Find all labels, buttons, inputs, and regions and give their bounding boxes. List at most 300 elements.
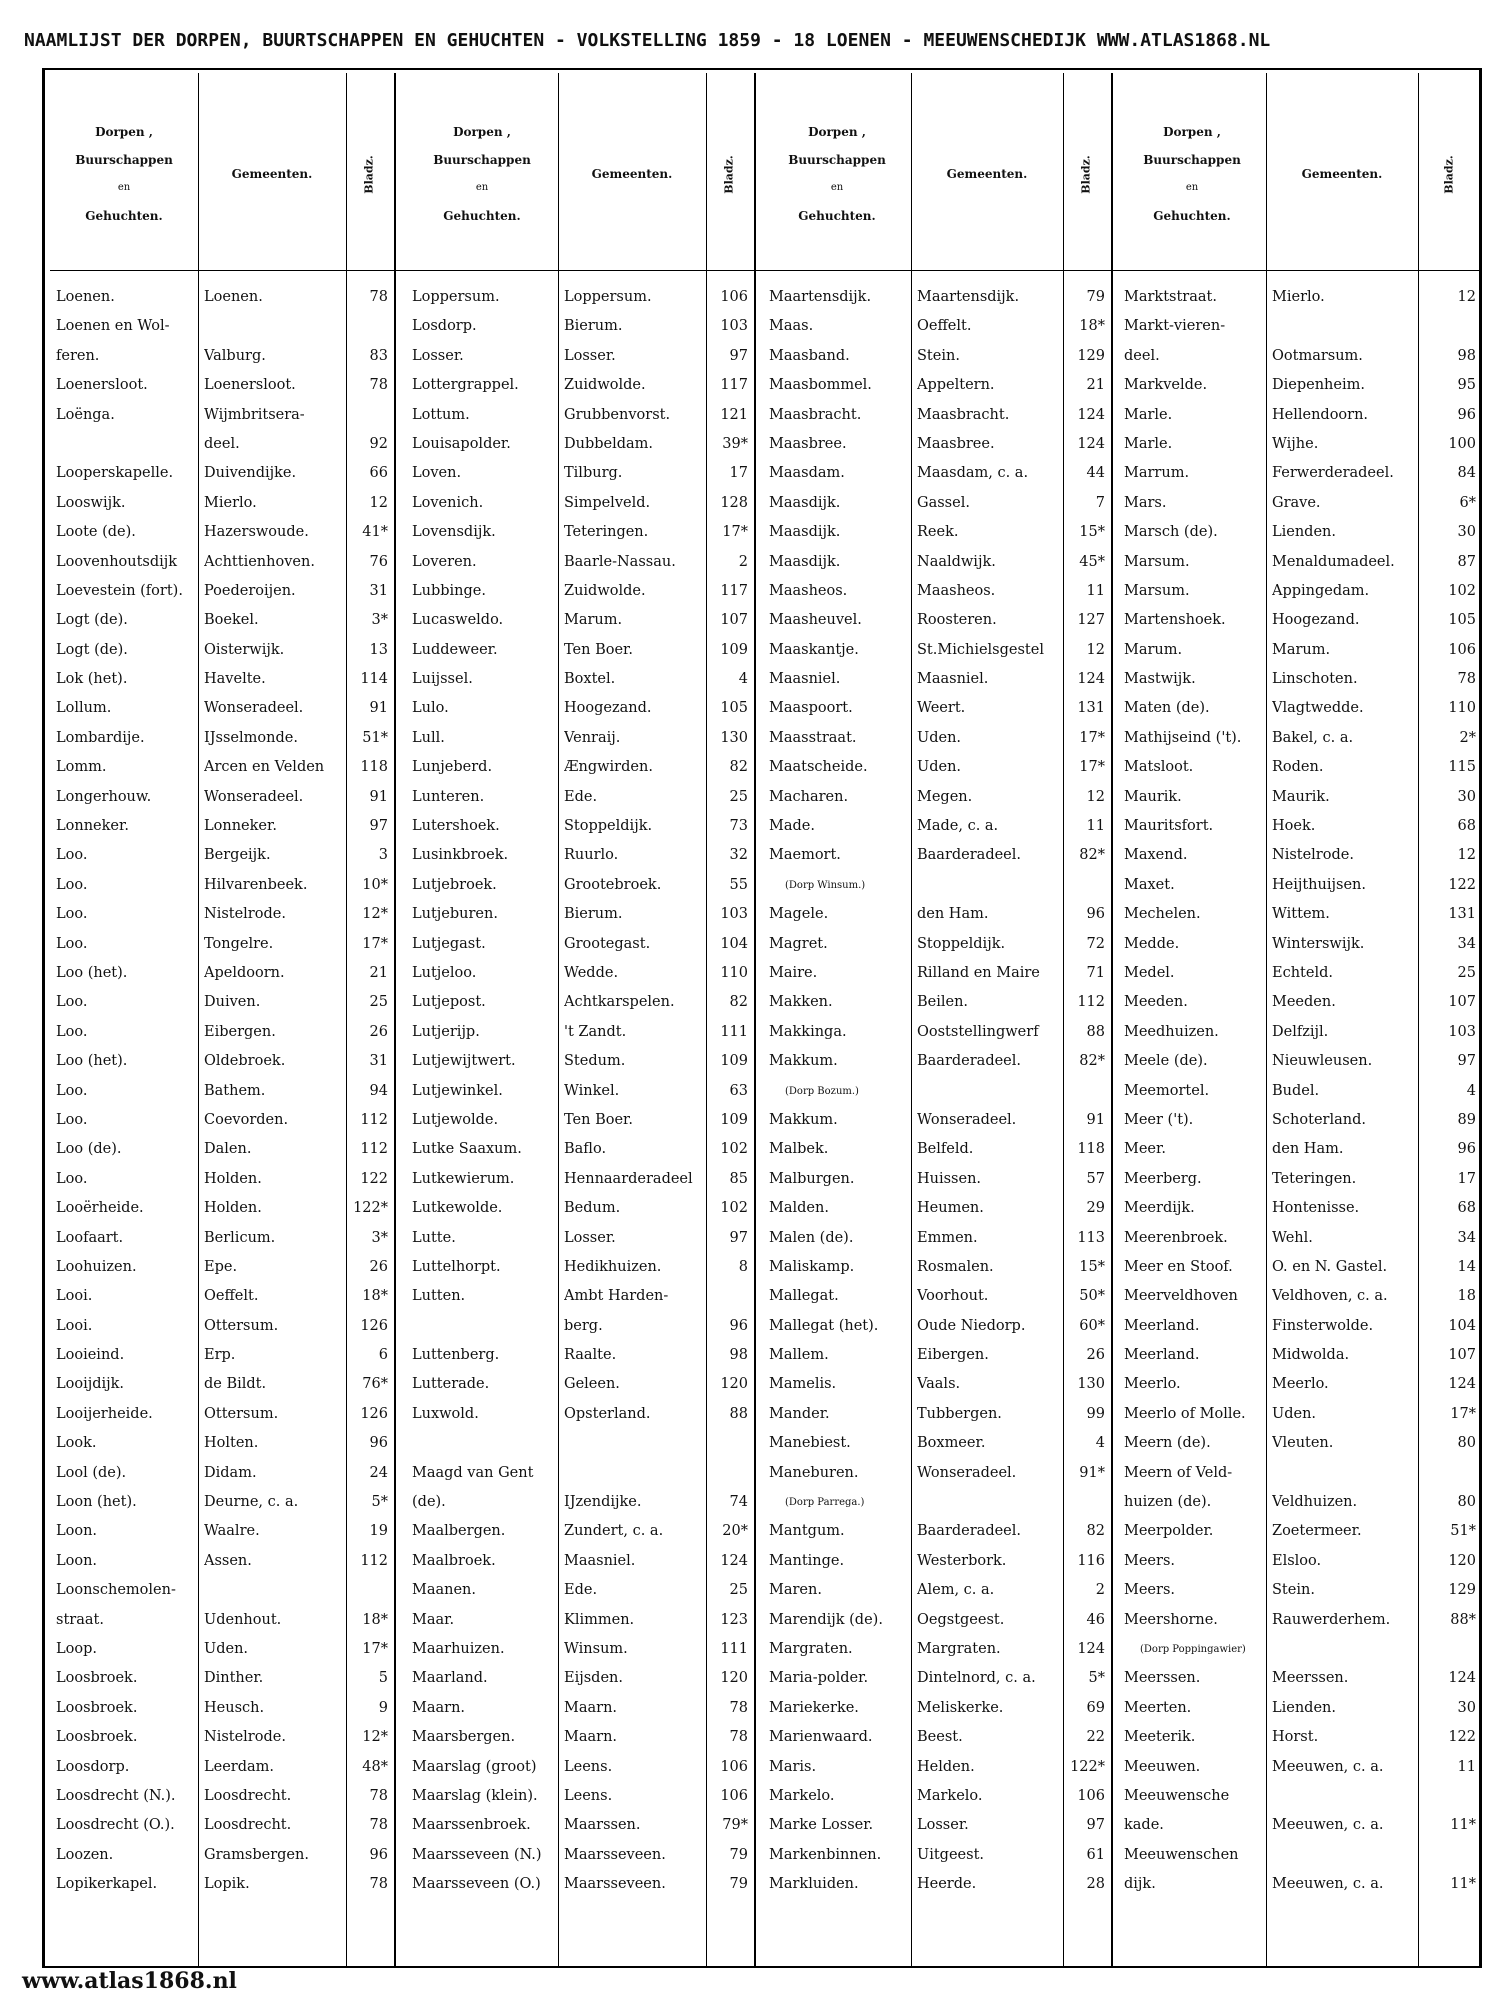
municipality: Maarsseveen. bbox=[564, 1876, 666, 1893]
page-number: 15* bbox=[1079, 1258, 1105, 1275]
municipality: Loenersloot. bbox=[204, 377, 296, 394]
place-name: Lollum. bbox=[56, 700, 112, 717]
page-number: 100 bbox=[1448, 435, 1476, 452]
page-number: 95 bbox=[1457, 377, 1476, 394]
municipality: Waalre. bbox=[204, 1523, 260, 1540]
table-row bbox=[50, 606, 392, 635]
place-name: Lovensdijk. bbox=[412, 524, 496, 541]
municipality: Loosdrecht. bbox=[204, 1817, 292, 1834]
municipality: Ten Boer. bbox=[564, 641, 633, 658]
table-row bbox=[406, 371, 752, 400]
place-name: Macharen. bbox=[769, 788, 849, 805]
table-row bbox=[1118, 459, 1480, 488]
place-name: Loon. bbox=[56, 1552, 98, 1569]
page-number: 71 bbox=[1086, 964, 1105, 981]
page-number: 4 bbox=[1466, 1082, 1476, 1099]
table-row bbox=[763, 1782, 1109, 1811]
municipality: Ten Boer. bbox=[564, 1111, 633, 1128]
municipality: Winterswijk. bbox=[1272, 935, 1365, 952]
municipality: Maurik. bbox=[1272, 788, 1330, 805]
table-row bbox=[1118, 430, 1480, 459]
table-row bbox=[763, 1664, 1109, 1693]
place-name: huizen (de). bbox=[1124, 1494, 1212, 1511]
place-name: Loenen. bbox=[56, 289, 115, 305]
page-number: 122* bbox=[1070, 1758, 1105, 1775]
page-number: 126 bbox=[360, 1317, 388, 1334]
page-number: 51* bbox=[362, 729, 388, 746]
table-row bbox=[763, 1312, 1109, 1341]
municipality: 't Zandt. bbox=[564, 1023, 627, 1040]
table-row bbox=[763, 1870, 1109, 1899]
footer-url: www.atlas1868.nl bbox=[22, 1968, 237, 1994]
page-number: 12 bbox=[1086, 788, 1105, 805]
table-row bbox=[763, 1253, 1109, 1282]
municipality: Meeuwen, c. a. bbox=[1272, 1876, 1384, 1893]
place-name: Medel. bbox=[1124, 964, 1175, 981]
table-row bbox=[50, 783, 392, 812]
municipality: Erp. bbox=[204, 1347, 236, 1364]
municipality: Oude Niedorp. bbox=[917, 1317, 1026, 1334]
page-number: 57 bbox=[1086, 1170, 1105, 1187]
page-number: 18 bbox=[1457, 1288, 1476, 1305]
place-name: Makkinga. bbox=[769, 1023, 847, 1040]
place-name: Markenbinnen. bbox=[769, 1846, 882, 1863]
page-number: 79 bbox=[729, 1846, 748, 1863]
table-row bbox=[1118, 1224, 1480, 1253]
page-number: 98 bbox=[729, 1347, 748, 1364]
place-name: Mamelis. bbox=[769, 1376, 837, 1393]
place-name: Maarsseveen (O.) bbox=[412, 1876, 541, 1893]
page-number: 120 bbox=[720, 1376, 748, 1393]
table-row bbox=[406, 1312, 752, 1341]
table-row bbox=[763, 1547, 1109, 1576]
table-row bbox=[763, 1459, 1109, 1488]
municipality: Loosdrecht. bbox=[204, 1787, 292, 1804]
place-name: (Dorp Parrega.) bbox=[785, 1497, 865, 1509]
place-name: Meershorne. bbox=[1124, 1611, 1218, 1628]
table-row bbox=[1118, 1370, 1480, 1399]
place-name: Loo (de). bbox=[56, 1141, 122, 1158]
municipality: Ottersum. bbox=[204, 1317, 279, 1334]
municipality: Maarn. bbox=[564, 1729, 618, 1746]
municipality: Roosteren. bbox=[917, 612, 997, 629]
place-name: Loonschemolen- bbox=[56, 1582, 176, 1599]
municipality: Hoogezand. bbox=[1272, 612, 1360, 629]
place-name: Luttenberg. bbox=[412, 1347, 500, 1364]
table-row bbox=[50, 1135, 392, 1164]
table-row bbox=[406, 988, 752, 1017]
header-place-lines bbox=[433, 118, 531, 230]
place-name: Looieind. bbox=[56, 1347, 125, 1364]
page-number: 45* bbox=[1079, 553, 1105, 570]
place-name: Malen (de). bbox=[769, 1229, 854, 1246]
page-number: 79 bbox=[1086, 289, 1105, 305]
municipality: Naaldwijk. bbox=[917, 553, 996, 570]
place-name: Luttelhorpt. bbox=[412, 1258, 501, 1275]
table-row bbox=[50, 930, 392, 959]
municipality: Eijsden. bbox=[564, 1670, 623, 1687]
place-name: Markvelde. bbox=[1124, 377, 1208, 394]
page-number: 109 bbox=[720, 1053, 748, 1070]
page-number: 96 bbox=[369, 1435, 388, 1452]
municipality: Nistelrode. bbox=[204, 1729, 286, 1746]
header-municipality: Gemeenten. bbox=[946, 167, 1028, 181]
municipality: Leerdam. bbox=[204, 1758, 275, 1775]
municipality: Deurne, c. a. bbox=[204, 1494, 299, 1511]
municipality: Epe. bbox=[204, 1258, 238, 1275]
place-name: Lutte. bbox=[412, 1229, 456, 1246]
place-name: Maxet. bbox=[1124, 876, 1175, 893]
page-number: 80 bbox=[1457, 1494, 1476, 1511]
place-name: Loenen en Wol- bbox=[56, 318, 170, 335]
municipality: Venraij. bbox=[564, 729, 621, 746]
place-name: Magret. bbox=[769, 935, 828, 952]
municipality: Meerssen. bbox=[1272, 1670, 1349, 1687]
municipality: Baarderadeel. bbox=[917, 847, 1022, 864]
column-block bbox=[763, 283, 1109, 1899]
place-name: Loosdorp. bbox=[56, 1758, 130, 1775]
table-row bbox=[1118, 1165, 1480, 1194]
table-row bbox=[1118, 1135, 1480, 1164]
page-number: 80 bbox=[1457, 1435, 1476, 1452]
place-name: Maaskantje. bbox=[769, 641, 859, 658]
place-name: Mastwijk. bbox=[1124, 671, 1196, 688]
page-number: 17* bbox=[362, 935, 388, 952]
municipality: Rauwerderhem. bbox=[1272, 1611, 1391, 1628]
page-number: 17* bbox=[1450, 1405, 1476, 1422]
page-number: 26 bbox=[369, 1023, 388, 1040]
municipality: Hellendoorn. bbox=[1272, 406, 1369, 423]
place-name: Lutjewijtwert. bbox=[412, 1053, 516, 1070]
page-number: 122 bbox=[1448, 1729, 1476, 1746]
table-row bbox=[763, 1429, 1109, 1458]
municipality: Elsloo. bbox=[1272, 1552, 1322, 1569]
municipality: Loenen. bbox=[204, 289, 263, 305]
page-number: 110 bbox=[720, 964, 748, 981]
place-name: Look. bbox=[56, 1435, 97, 1452]
page-number: 97 bbox=[1086, 1817, 1105, 1834]
place-name: Malden. bbox=[769, 1200, 829, 1217]
municipality: Margraten. bbox=[917, 1640, 1001, 1657]
municipality: O. en N. Gastel. bbox=[1272, 1258, 1388, 1275]
place-name: Meeterik. bbox=[1124, 1729, 1196, 1746]
place-name: Meerberg. bbox=[1124, 1170, 1202, 1187]
municipality: Zuidwolde. bbox=[564, 582, 646, 599]
municipality: Achttienhoven. bbox=[204, 553, 315, 570]
municipality: Didam. bbox=[204, 1464, 257, 1481]
page-number: 34 bbox=[1457, 1229, 1476, 1246]
municipality: Stein. bbox=[1272, 1582, 1315, 1599]
page-number: 94 bbox=[369, 1082, 388, 1099]
table-row bbox=[406, 812, 752, 841]
table-row bbox=[406, 1841, 752, 1870]
municipality: Meerlo. bbox=[1272, 1376, 1329, 1393]
table-row bbox=[1118, 1488, 1480, 1517]
table-row bbox=[763, 371, 1109, 400]
header-place-line: Gehuchten. bbox=[443, 209, 521, 223]
municipality: Grootebroek. bbox=[564, 876, 662, 893]
page-number: 117 bbox=[720, 377, 748, 394]
table-row bbox=[406, 1282, 752, 1311]
place-name: Marsch (de). bbox=[1124, 524, 1218, 541]
place-name: Mantinge. bbox=[769, 1552, 845, 1569]
table-row bbox=[50, 312, 392, 341]
table-row bbox=[406, 694, 752, 723]
table-row bbox=[50, 1312, 392, 1341]
table-row bbox=[1118, 753, 1480, 782]
table-row bbox=[1118, 606, 1480, 635]
place-name: Meerlo. bbox=[1124, 1376, 1181, 1393]
municipality: Bergeijk. bbox=[204, 847, 271, 864]
page-number: 17* bbox=[1079, 729, 1105, 746]
municipality: Meeuwen, c. a. bbox=[1272, 1817, 1384, 1834]
municipality: Ootmarsum. bbox=[1272, 347, 1363, 364]
place-name: Lutjegast. bbox=[412, 935, 486, 952]
table-row bbox=[406, 518, 752, 547]
municipality: Grave. bbox=[1272, 494, 1321, 511]
municipality: Beilen. bbox=[917, 994, 969, 1011]
municipality: Nieuwleusen. bbox=[1272, 1053, 1373, 1070]
table-row bbox=[763, 1841, 1109, 1870]
place-name: Lomm. bbox=[56, 759, 107, 776]
place-name: Maasdijk. bbox=[769, 524, 841, 541]
table-row bbox=[406, 1370, 752, 1399]
place-name: Medde. bbox=[1124, 935, 1180, 952]
page-number: 30 bbox=[1457, 788, 1476, 805]
table-row bbox=[50, 1606, 392, 1635]
table-row bbox=[406, 1165, 752, 1194]
table-row bbox=[50, 1341, 392, 1370]
page-number: 55 bbox=[729, 876, 748, 893]
municipality: Dubbeldam. bbox=[564, 435, 654, 452]
page-number: 96 bbox=[1086, 906, 1105, 923]
page-number: 124 bbox=[1077, 406, 1105, 423]
place-name: Markelo. bbox=[769, 1787, 835, 1804]
place-name: Maurik. bbox=[1124, 788, 1182, 805]
place-name: Makkum. bbox=[769, 1053, 838, 1070]
municipality: Oegstgeest. bbox=[917, 1611, 1005, 1628]
table-row bbox=[406, 1517, 752, 1546]
table-row bbox=[406, 1723, 752, 1752]
municipality: Hilvarenbeek. bbox=[204, 876, 308, 893]
page-number: 98 bbox=[1457, 347, 1476, 364]
table-row bbox=[406, 1194, 752, 1223]
place-name: Meerpolder. bbox=[1124, 1523, 1214, 1540]
page-number: 105 bbox=[720, 700, 748, 717]
page-number: 4 bbox=[1095, 1435, 1105, 1452]
table-row bbox=[406, 900, 752, 929]
table-row bbox=[1118, 401, 1480, 430]
table-row bbox=[50, 342, 392, 371]
page-number: 17* bbox=[1079, 759, 1105, 776]
page-number: 89 bbox=[1457, 1111, 1476, 1128]
page-title: NAAMLIJST DER DORPEN, BUURTSCHAPPEN EN GEHUCHTEN - VOLKSTELLING 1859 - 18 LOENEN - MEEUWENSCHEDIJK WWW.ATLAS1868.NL bbox=[24, 30, 1271, 51]
municipality: Hoek. bbox=[1272, 818, 1316, 835]
place-name: Maarland. bbox=[412, 1670, 488, 1687]
page-number: 5 bbox=[378, 1670, 388, 1687]
table-row bbox=[50, 577, 392, 606]
table-row bbox=[1118, 1106, 1480, 1135]
municipality: Hontenisse. bbox=[1272, 1200, 1360, 1217]
table-row bbox=[763, 1811, 1109, 1840]
table-row bbox=[50, 1723, 392, 1752]
place-name: Meerland. bbox=[1124, 1317, 1200, 1334]
page-number: 39* bbox=[722, 435, 748, 452]
place-name: Makken. bbox=[769, 994, 833, 1011]
municipality: Belfeld. bbox=[917, 1141, 974, 1158]
page-number: 2 bbox=[738, 553, 748, 570]
municipality: Uden. bbox=[917, 759, 962, 776]
page-number: 122 bbox=[1448, 876, 1476, 893]
table-row bbox=[1118, 1282, 1480, 1311]
table-row bbox=[50, 548, 392, 577]
table-row bbox=[1118, 988, 1480, 1017]
table-row bbox=[50, 489, 392, 518]
municipality: Duivendijke. bbox=[204, 465, 297, 482]
page-number: 96 bbox=[369, 1846, 388, 1863]
municipality: Zuidwolde. bbox=[564, 377, 646, 394]
header-place-line: Gehuchten. bbox=[85, 209, 163, 223]
municipality: Schoterland. bbox=[1272, 1111, 1366, 1128]
table-row bbox=[1118, 900, 1480, 929]
place-name: Meerveldhoven bbox=[1124, 1288, 1238, 1305]
page-number: 91 bbox=[1086, 1111, 1105, 1128]
table-row bbox=[763, 1576, 1109, 1605]
page-number: 11 bbox=[1457, 1758, 1476, 1775]
page-number: 78 bbox=[369, 1787, 388, 1804]
table-row bbox=[50, 1576, 392, 1605]
page-number: 29 bbox=[1086, 1200, 1105, 1217]
header-place-lines bbox=[75, 118, 173, 230]
municipality: Rilland en Maire bbox=[917, 964, 1040, 981]
column-block bbox=[406, 283, 752, 1899]
table-row bbox=[763, 1135, 1109, 1164]
municipality: Teteringen. bbox=[564, 524, 649, 541]
table-row bbox=[763, 606, 1109, 635]
table-row bbox=[406, 783, 752, 812]
table-row bbox=[406, 489, 752, 518]
place-name: Made. bbox=[769, 818, 815, 835]
table-row bbox=[763, 548, 1109, 577]
municipality: Heerde. bbox=[917, 1876, 977, 1893]
table-row bbox=[763, 459, 1109, 488]
place-name: Mallegat. bbox=[769, 1288, 839, 1305]
table-row bbox=[406, 1459, 752, 1488]
municipality: Wittem. bbox=[1272, 906, 1330, 923]
header-place-line: Buurschappen bbox=[788, 153, 886, 167]
table-row bbox=[763, 1694, 1109, 1723]
table-row bbox=[50, 636, 392, 665]
table-row bbox=[50, 753, 392, 782]
table-row bbox=[406, 577, 752, 606]
page-number: 104 bbox=[720, 935, 748, 952]
place-name: Loppersum. bbox=[412, 289, 500, 305]
municipality: Mierlo. bbox=[204, 494, 257, 511]
municipality: Nistelrode. bbox=[1272, 847, 1354, 864]
place-name: Looi. bbox=[56, 1288, 93, 1305]
page-number: 44 bbox=[1086, 465, 1105, 482]
place-name: Mander. bbox=[769, 1405, 830, 1422]
place-name: Maneburen. bbox=[769, 1464, 859, 1481]
table-row bbox=[50, 841, 392, 870]
municipality: Maartensdijk. bbox=[917, 289, 1020, 305]
place-name: Meern (de). bbox=[1124, 1435, 1211, 1452]
place-name: Loosbroek. bbox=[56, 1729, 138, 1746]
municipality: Maasbree. bbox=[917, 435, 995, 452]
place-name: Looërheide. bbox=[56, 1200, 144, 1217]
municipality: Hennaarderadeel bbox=[564, 1170, 693, 1187]
page-number: 76* bbox=[362, 1376, 388, 1393]
table-row bbox=[406, 1341, 752, 1370]
page-number: 5* bbox=[1088, 1670, 1105, 1687]
municipality: Ambt Harden- bbox=[564, 1288, 669, 1305]
table-row bbox=[763, 636, 1109, 665]
page-number: 41* bbox=[362, 524, 388, 541]
page-number: 79* bbox=[722, 1817, 748, 1834]
place-name: Malburgen. bbox=[769, 1170, 855, 1187]
municipality: Maarssen. bbox=[564, 1817, 641, 1834]
municipality: Heusch. bbox=[204, 1699, 265, 1716]
municipality: Geleen. bbox=[564, 1376, 620, 1393]
page-number: 74 bbox=[729, 1494, 748, 1511]
municipality: Raalte. bbox=[564, 1347, 617, 1364]
page-number: 124 bbox=[1077, 1640, 1105, 1657]
municipality: St.Michielsgestel bbox=[917, 641, 1044, 658]
table-row bbox=[406, 1811, 752, 1840]
municipality: Uitgeest. bbox=[917, 1846, 985, 1863]
municipality: Coevorden. bbox=[204, 1111, 289, 1128]
table-row bbox=[1118, 1841, 1480, 1870]
place-name: Loo. bbox=[56, 994, 88, 1011]
table-row bbox=[1118, 1870, 1480, 1899]
table-row bbox=[406, 1870, 752, 1899]
table-row bbox=[1118, 1077, 1480, 1106]
page-number: 128 bbox=[720, 494, 748, 511]
page-number: 112 bbox=[1077, 994, 1105, 1011]
table-row bbox=[763, 665, 1109, 694]
header-place-line: Gehuchten. bbox=[798, 209, 876, 223]
page-number: 124 bbox=[1077, 435, 1105, 452]
page-number: 31 bbox=[369, 1053, 388, 1070]
place-name: Maaspoort. bbox=[769, 700, 853, 717]
page-number: 127 bbox=[1077, 612, 1105, 629]
municipality: Linschoten. bbox=[1272, 671, 1358, 688]
municipality: Echteld. bbox=[1272, 964, 1333, 981]
table-row bbox=[50, 401, 392, 430]
page-number: 63 bbox=[729, 1082, 748, 1099]
place-name: Looijdijk. bbox=[56, 1376, 125, 1393]
place-name: Maar. bbox=[412, 1611, 455, 1628]
place-name: Lutterade. bbox=[412, 1376, 490, 1393]
place-name: Maalbergen. bbox=[412, 1523, 506, 1540]
place-name: Lunjeberd. bbox=[412, 759, 493, 776]
municipality: Uden. bbox=[1272, 1405, 1317, 1422]
page-number: 13 bbox=[369, 641, 388, 658]
municipality: Grubbenvorst. bbox=[564, 406, 671, 423]
municipality: Ooststellingwerf bbox=[917, 1023, 1039, 1040]
page-number: 82 bbox=[729, 994, 748, 1011]
place-name: Loven. bbox=[412, 465, 462, 482]
municipality: Meliskerke. bbox=[917, 1699, 1004, 1716]
page-number: 3 bbox=[378, 847, 388, 864]
page-number: 30 bbox=[1457, 1699, 1476, 1716]
municipality: Valburg. bbox=[204, 347, 266, 364]
place-name: Lottum. bbox=[412, 406, 470, 423]
table-row bbox=[763, 1606, 1109, 1635]
place-name: kade. bbox=[1124, 1817, 1164, 1834]
page-number: 131 bbox=[1448, 906, 1476, 923]
page-number: 88 bbox=[729, 1405, 748, 1422]
